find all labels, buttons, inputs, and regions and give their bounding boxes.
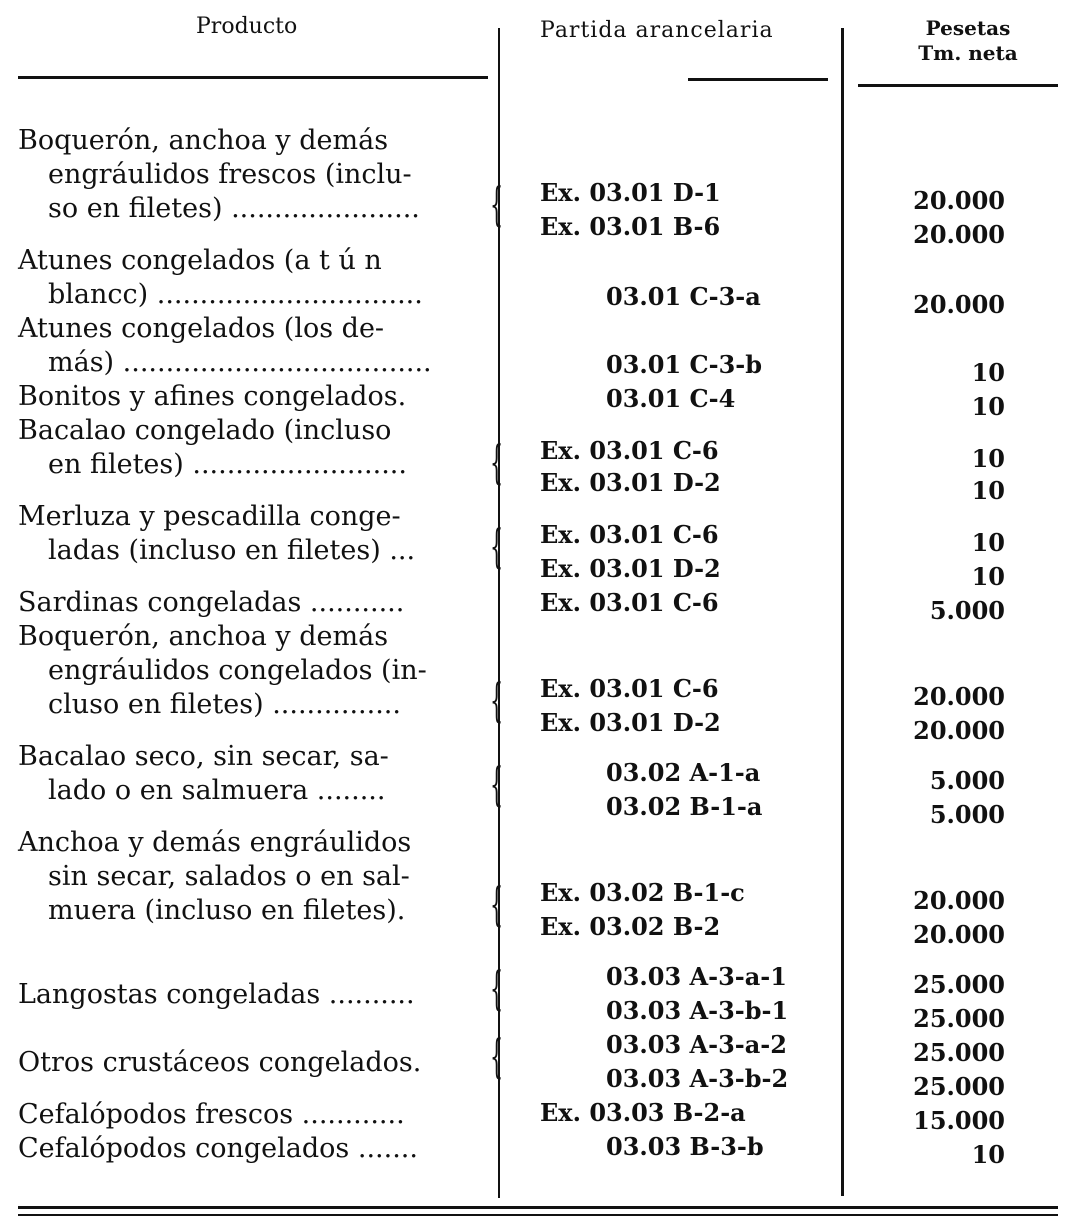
tariff-code: Ex. 03.01 D-1 (540, 178, 721, 207)
price-value: 20.000 (913, 886, 1005, 915)
column-divider-right (841, 28, 844, 1196)
price-value: 20.000 (913, 290, 1005, 319)
product-line: lado o en salmuera ........ (48, 775, 386, 806)
price-value: 25.000 (913, 970, 1005, 999)
pesetas-label: Pesetas (925, 16, 1011, 40)
brace-icon: { (490, 757, 504, 811)
product-line: Bacalao seco, sin secar, sa- (18, 741, 389, 772)
product-line: engráulidos frescos (inclu- (48, 159, 412, 190)
tariff-code: 03.02 A-1-a (606, 758, 761, 787)
brace-icon: { (490, 877, 504, 931)
tariff-code: 03.03 A-3-a-2 (606, 1030, 787, 1059)
brace-icon: { (490, 1029, 504, 1083)
product-line: Boquerón, anchoa y demás (18, 621, 389, 652)
column-header-partida: Partida arancelaria (540, 18, 774, 43)
product-cell (18, 978, 488, 1012)
product-line: engráulidos congelados (in- (48, 655, 427, 686)
product-line: Otros crustáceos congelados. (18, 1047, 422, 1078)
product-line: Cefalópodos congelados ....... (18, 1133, 418, 1164)
tariff-code: 03.03 B-3-b (606, 1132, 764, 1161)
column-header-pesetas (898, 16, 1038, 66)
header-rule-pesetas (858, 84, 1058, 87)
price-value: 20.000 (913, 186, 1005, 215)
tariff-code: Ex. 03.02 B-1-c (540, 878, 745, 907)
product-cell (18, 586, 488, 620)
price-value: 10 (971, 528, 1005, 557)
product-cell (18, 380, 488, 414)
tariff-code: Ex. 03.01 D-2 (540, 468, 721, 497)
price-value: 5.000 (929, 596, 1005, 625)
product-cell (18, 740, 488, 808)
brace-icon: { (490, 519, 504, 573)
product-line: Bacalao congelado (incluso (18, 415, 392, 446)
product-line: so en filetes) ...................... (48, 193, 420, 224)
tariff-code: 03.01 C-3-b (606, 350, 763, 379)
product-line: ladas (incluso en filetes) ... (48, 535, 416, 566)
brace-icon: { (490, 673, 504, 727)
tariff-code: Ex. 03.02 B-2 (540, 912, 721, 941)
product-line: cluso en filetes) ............... (48, 689, 401, 720)
price-value: 10 (971, 1140, 1005, 1169)
product-cell (18, 312, 488, 380)
tariff-code: Ex. 03.01 C-6 (540, 436, 719, 465)
product-line: muera (incluso en filetes). (48, 895, 406, 926)
price-value: 10 (971, 476, 1005, 505)
product-cell (18, 244, 488, 312)
price-value: 5.000 (929, 800, 1005, 829)
product-line: Cefalópodos frescos ............ (18, 1099, 405, 1130)
tariff-code: 03.01 C-4 (606, 384, 736, 413)
product-line: sin secar, salados o en sal- (48, 861, 410, 892)
product-cell (18, 124, 488, 226)
price-value: 20.000 (913, 920, 1005, 949)
product-cell (18, 1046, 488, 1080)
product-line: Langostas congeladas .......... (18, 979, 415, 1010)
brace-icon: { (490, 177, 504, 231)
product-line: Boquerón, anchoa y demás (18, 125, 389, 156)
tariff-code: 03.02 B-1-a (606, 792, 763, 821)
tariff-code: Ex. 03.03 B-2-a (540, 1098, 746, 1127)
tm-neta-label: Tm. neta (918, 41, 1018, 65)
product-line: más) .................................... (48, 347, 432, 378)
price-value: 20.000 (913, 716, 1005, 745)
header-rule-partida (688, 78, 828, 81)
price-value: 5.000 (929, 766, 1005, 795)
tariff-code: Ex. 03.01 B-6 (540, 212, 721, 241)
brace-icon: { (490, 435, 504, 489)
tariff-code: 03.03 A-3-b-1 (606, 996, 789, 1025)
product-line: blancc) ............................... (48, 279, 423, 310)
product-cell (18, 826, 488, 928)
price-value: 20.000 (913, 220, 1005, 249)
product-line: Merluza y pescadilla conge- (18, 501, 401, 532)
price-value: 20.000 (913, 682, 1005, 711)
tariff-code: Ex. 03.01 C-6 (540, 588, 719, 617)
product-line: Bonitos y afines congelados. (18, 381, 407, 412)
tariff-code: 03.01 C-3-a (606, 282, 761, 311)
price-value: 10 (971, 392, 1005, 421)
price-value: 25.000 (913, 1038, 1005, 1067)
price-value: 10 (971, 562, 1005, 591)
column-header-producto: Producto (196, 14, 298, 39)
product-line: Anchoa y demás engráulidos (18, 827, 412, 858)
tariff-code: 03.03 A-3-b-2 (606, 1064, 789, 1093)
tariff-code: 03.03 A-3-a-1 (606, 962, 787, 991)
product-cell (18, 414, 488, 482)
tariff-code: Ex. 03.01 D-2 (540, 708, 721, 737)
brace-icon: { (490, 961, 504, 1015)
bottom-rule-top (18, 1206, 1058, 1209)
price-value: 25.000 (913, 1004, 1005, 1033)
price-value: 15.000 (913, 1106, 1005, 1135)
product-line: Sardinas congeladas ........... (18, 587, 405, 618)
price-value: 10 (971, 444, 1005, 473)
product-cell (18, 1098, 488, 1132)
product-line: en filetes) ......................... (48, 449, 407, 480)
product-cell (18, 500, 488, 568)
product-cell (18, 1132, 488, 1166)
price-value: 10 (971, 358, 1005, 387)
tariff-code: Ex. 03.01 C-6 (540, 520, 719, 549)
product-line: Atunes congelados (a t ú n (18, 245, 382, 276)
bottom-rule-bottom (18, 1214, 1058, 1216)
product-cell (18, 620, 488, 722)
header-rule-producto (18, 76, 488, 79)
tariff-code: Ex. 03.01 D-2 (540, 554, 721, 583)
price-value: 25.000 (913, 1072, 1005, 1101)
tariff-code: Ex. 03.01 C-6 (540, 674, 719, 703)
product-line: Atunes congelados (los de- (18, 313, 385, 344)
